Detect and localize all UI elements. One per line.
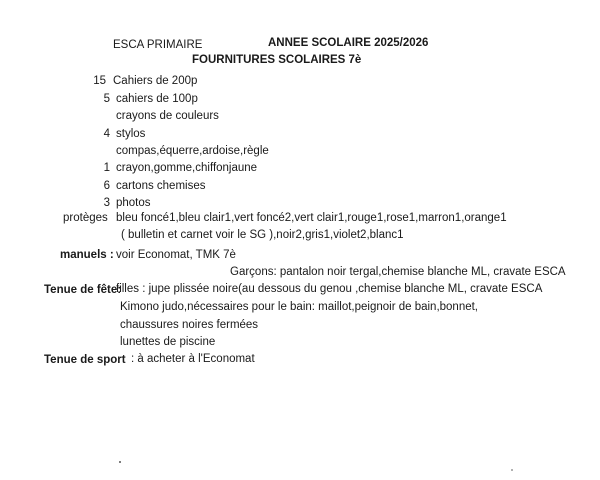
supply-qty: 1	[103, 162, 110, 174]
supply-item: crayons de couleurs	[116, 110, 219, 122]
manuels-value: voir Economat, TMK 7è	[116, 249, 236, 261]
supply-item: Cahiers de 200p	[113, 75, 198, 87]
tenue-sport-value: : à acheter à l'Economat	[131, 353, 255, 365]
manuels-label: manuels :	[60, 249, 114, 261]
tenue-fete-label: Tenue de fête:	[44, 284, 122, 296]
page-title: FOURNITURES SCOLAIRES 7è	[192, 54, 362, 66]
scan-speck	[511, 469, 513, 471]
supply-item: cartons chemises	[116, 180, 206, 192]
school-year: ANNEE SCOLAIRE 2025/2026	[268, 37, 429, 49]
supply-qty: 15	[93, 75, 106, 87]
supply-item: crayon,gomme,chiffonjaune	[116, 162, 258, 174]
tenue-fete-chaussures: chaussures noires fermées	[120, 319, 259, 331]
tenue-fete-filles: filles : jupe plissée noire(au dessous du genou ,chemise blanche ML, cravate ESCA	[116, 283, 543, 295]
supply-qty: 4	[103, 128, 110, 140]
supply-qty: 6	[103, 180, 110, 192]
supply-item: cahiers de 100p	[116, 93, 198, 105]
supply-qty: 5	[103, 93, 110, 105]
scan-speck	[119, 461, 121, 463]
supply-item: stylos	[116, 128, 146, 140]
tenue-sport-label: Tenue de sport	[44, 354, 126, 366]
proteges-colors-line2: ( bulletin et carnet voir le SG ),noir2,gris1,violet2,blanc1	[121, 229, 404, 241]
supply-qty: 3	[103, 197, 110, 209]
proteges-colors-line1: bleu foncé1,bleu clair1,vert foncé2,vert clair1,rouge1,rose1,marron1,orange1	[116, 212, 507, 224]
tenue-fete-kimono: Kimono judo,nécessaires pour le bain: maillot,peignoir de bain,bonnet,	[120, 301, 479, 313]
supply-item: compas,équerre,ardoise,règle	[116, 145, 269, 157]
proteges-label: protèges	[63, 212, 108, 224]
tenue-fete-lunettes: lunettes de piscine	[120, 336, 216, 348]
tenue-fete-garcons: Garçons: pantalon noir tergal,chemise blanche ML, cravate ESCA	[230, 266, 566, 278]
school-name: ESCA PRIMAIRE	[113, 39, 203, 51]
supply-item: photos	[116, 197, 151, 209]
